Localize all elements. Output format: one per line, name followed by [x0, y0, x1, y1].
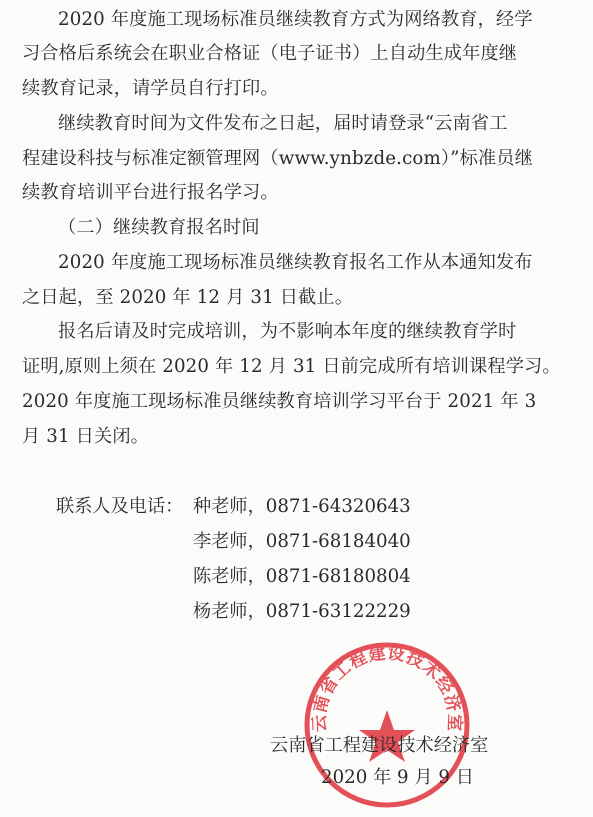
text-line: 2020 年度施工现场标准员继续教育报名工作从本通知发布: [58, 252, 533, 273]
text-line: 程建设科技与标准定额管理网（www.ynbzde.com）”标准员继: [22, 148, 533, 169]
svg-text:云南省工程建设技术经济室: 云南省工程建设技术经济室: [309, 643, 465, 733]
text-line: 证明,原则上须在 2020 年 12 月 31 日前完成所有培训课程学习。: [22, 356, 561, 377]
text-line: 续教育记录，请学员自行打印。: [22, 78, 279, 99]
text-line: 2020 年度施工现场标准员继续教育培训学习平台于 2021 年 3: [22, 391, 537, 412]
contact-entry: 陈老师，0871-68180804: [193, 566, 411, 587]
contact-entry: 李老师，0871-68184040: [193, 531, 411, 552]
contact-entry: 杨老师，0871-63122229: [193, 601, 411, 622]
signature-organization: 云南省工程建设技术经济室: [270, 735, 489, 756]
text-line: 习合格后系统会在职业合格证（电子证书）上自动生成年度继: [22, 43, 518, 64]
text-line: 2020 年度施工现场标准员继续教育方式为网络教育，经学: [58, 9, 533, 30]
text-line: 之日起，至 2020 年 12 月 31 日截止。: [22, 287, 354, 308]
contacts-label: 联系人及电话：: [56, 496, 184, 517]
text-line: 续教育培训平台进行报名学习。: [22, 182, 279, 203]
text-line: 报名后请及时完成培训，为不影响本年度的继续教育学时: [58, 321, 517, 342]
section-heading: （二）继续教育报名时间: [58, 217, 260, 238]
signature-date: 2020 年 9 月 9 日: [321, 767, 474, 788]
text-line: 月 31 日关闭。: [22, 426, 149, 447]
text-line: 继续教育时间为文件发布之日起，届时请登录“云南省工: [58, 113, 508, 134]
contact-entry: 种老师，0871-64320643: [193, 496, 411, 517]
